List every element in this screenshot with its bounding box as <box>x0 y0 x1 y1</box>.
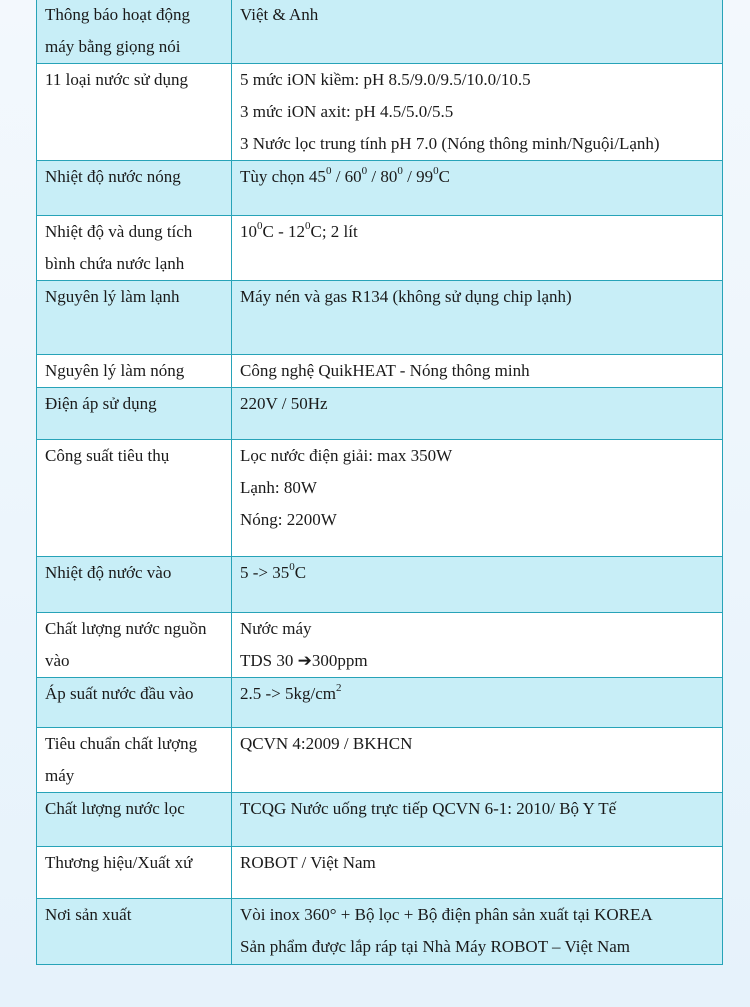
spec-label: Điện áp sử dụng <box>37 388 232 440</box>
table-row <box>37 161 723 216</box>
spec-value: Tùy chọn $45^0 / 60^0 / 80^0 / 99^0C$ <box>232 161 723 216</box>
spec-label: Nơi sản xuất <box>37 899 232 965</box>
table-row <box>37 216 723 281</box>
spec-value: QCVN 4:2009 / BKHCN <box>232 728 723 793</box>
spec-label: 11 loại nước sử dụng <box>37 64 232 161</box>
spec-label: Thương hiệu/Xuất xứ <box>37 847 232 899</box>
spec-label: Nguyên lý làm lạnh <box>37 281 232 355</box>
spec-value: $5 -> 35^0C$ <box>232 557 723 613</box>
table-row <box>37 847 723 899</box>
table-row <box>37 0 723 64</box>
spec-value: Vòi inox 360° + Bộ lọc + Bộ điện phân sản xuất tại KOREA Sản phẩm được lắp ráp tại Nhà Máy ROBOT – Việt Nam <box>232 899 723 965</box>
spec-label: Áp suất nước đầu vào <box>37 678 232 728</box>
table-row <box>37 388 723 440</box>
spec-value: 5 mức iON kiềm: pH 8.5/9.0/9.5/10.0/10.5 3 mức iON axit: pH 4.5/5.0/5.5 3 Nước lọc trung tính pH 7.0 (Nóng thông minh/Nguội/Lạnh) <box>232 64 723 161</box>
spec-value: Việt & Anh <box>232 0 723 64</box>
spec-value: TCQG Nước uống trực tiếp QCVN 6-1: 2010/ Bộ Y Tế <box>232 793 723 847</box>
spec-table <box>36 0 723 965</box>
spec-value: Công nghệ QuikHEAT - Nóng thông minh <box>232 355 723 388</box>
spec-label: Thông báo hoạt động máy bằng giọng nói <box>37 0 232 64</box>
table-row <box>37 613 723 678</box>
spec-label: Nguyên lý làm nóng <box>37 355 232 388</box>
spec-value: ROBOT / Việt Nam <box>232 847 723 899</box>
spec-label: Nhiệt độ và dung tích bình chứa nước lạnh <box>37 216 232 281</box>
spec-value: Máy nén và gas R134 (không sử dụng chip lạnh) <box>232 281 723 355</box>
spec-label: Tiêu chuẩn chất lượng máy <box>37 728 232 793</box>
table-row <box>37 281 723 355</box>
spec-label: Nhiệt độ nước nóng <box>37 161 232 216</box>
table-row <box>37 793 723 847</box>
spec-label: Công suất tiêu thụ <box>37 440 232 557</box>
table-row <box>37 728 723 793</box>
spec-value: 220V / 50Hz <box>232 388 723 440</box>
table-row <box>37 355 723 388</box>
spec-value: Nước máy TDS 30 ➔300ppm <box>232 613 723 678</box>
spec-label: Chất lượng nước nguồn vào <box>37 613 232 678</box>
table-row <box>37 899 723 965</box>
table-row <box>37 557 723 613</box>
table-row <box>37 678 723 728</box>
spec-value: $10^0C - 12^0C$; 2 lít <box>232 216 723 281</box>
table-row <box>37 64 723 161</box>
spec-value: $2.5 -> 5kg/cm^2$ <box>232 678 723 728</box>
table-row <box>37 440 723 557</box>
spec-label: Nhiệt độ nước vào <box>37 557 232 613</box>
spec-label: Chất lượng nước lọc <box>37 793 232 847</box>
spec-value: Lọc nước điện giải: max 350W Lạnh: 80W Nóng: 2200W <box>232 440 723 557</box>
